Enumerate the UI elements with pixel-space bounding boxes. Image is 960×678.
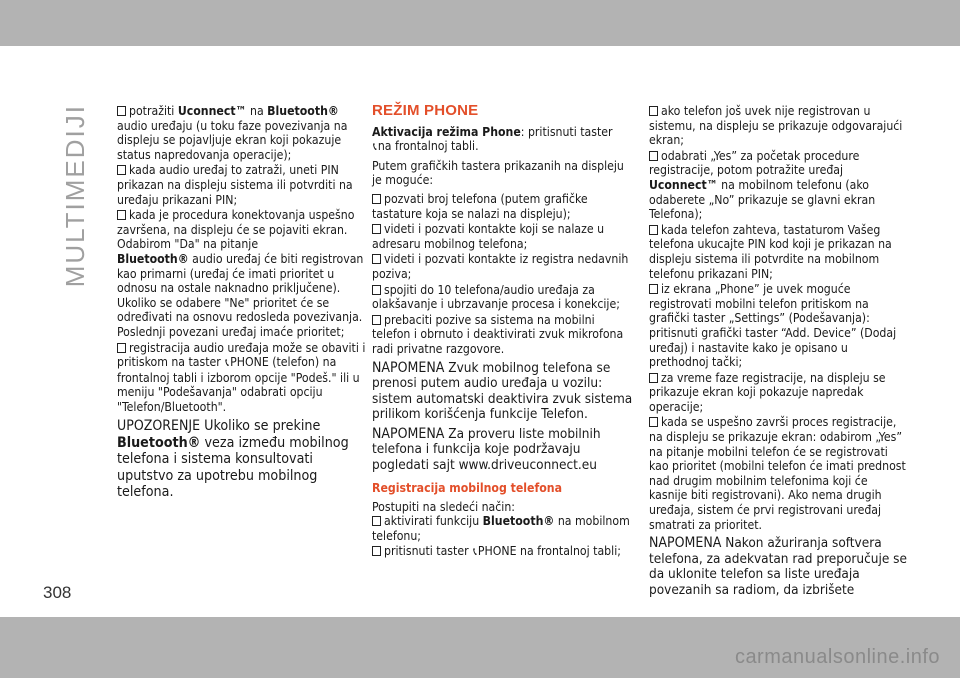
checkbox-bullet-icon bbox=[117, 106, 126, 116]
phone-icon: 📞︎ bbox=[473, 545, 477, 559]
list-item: odabrati „Yes” za početak procedure registracije, potom potražite uređaj Uconnect™ na mobilnom telefonu (ako odaberete „No” prikazuje se glavni ekran Telefona); bbox=[649, 148, 876, 222]
list-item: pozvati broj telefona (putem grafičke tastature koja se nalazi na displeju); bbox=[372, 191, 588, 221]
list-item: kada audio uređaj to zatraži, uneti PIN prikazan na displeju sistema ili potvrditi na uređaju prikazani PIN; bbox=[117, 163, 353, 207]
column-2 bbox=[372, 104, 634, 561]
checkbox-bullet-icon bbox=[649, 284, 658, 294]
list-item: spojiti do 10 telefona/audio uređaja za olakšavanje i ubrzavanje procesa i konekcije; bbox=[372, 282, 620, 312]
checkbox-bullet-icon bbox=[117, 165, 126, 175]
warning-note: UPOZORENJE Ukoliko se prekine Bluetooth® veza između mobilnog telefona i sistema konsultovati uputstvo za upotrebu mobilnog telefona. bbox=[117, 418, 349, 501]
checkbox-bullet-icon bbox=[649, 373, 658, 383]
phone-icon: 📞︎ bbox=[373, 140, 377, 154]
checkbox-bullet-icon bbox=[372, 315, 381, 325]
activation-paragraph: Aktivacija režima Phone: pritisnuti taster 📞︎na frontalnoj tabli. bbox=[372, 124, 613, 154]
intro-paragraph: Putem grafičkih tastera prikazanih na displeju je moguće: bbox=[372, 158, 624, 188]
checkbox-bullet-icon bbox=[372, 516, 381, 526]
list-item: kada telefon zahteva, tastaturom Vašeg telefona ukucajte PIN kod koji je prikazan na displeju sistema ili potvrdite na mobilnom telefonu prikazani PIN; bbox=[649, 222, 892, 281]
list-item: videti i pozvati kontakte koji se nalaze u adresaru mobilnog telefona; bbox=[372, 222, 605, 251]
checkbox-bullet-icon bbox=[649, 225, 658, 235]
checkbox-bullet-icon bbox=[372, 546, 381, 556]
checkbox-bullet-icon bbox=[649, 417, 658, 427]
checkbox-bullet-icon bbox=[649, 106, 658, 116]
subsection-title: Registracija mobilnog telefona bbox=[372, 481, 562, 495]
phone-icon: 📞︎ bbox=[225, 356, 230, 370]
list-item: prebaciti pozive sa sistema na mobilni telefon i obrnuto i deaktivirati zvuk mikrofona radi privatne razgovore. bbox=[372, 312, 624, 356]
page-number: 308 bbox=[43, 583, 72, 602]
list-item: ako telefon još uvek nije registrovan u sistemu, na displeju se prikazuje odgovarajući ekran; bbox=[649, 104, 903, 148]
checkbox-bullet-icon bbox=[117, 210, 126, 220]
checkbox-bullet-icon bbox=[117, 343, 126, 353]
top-band bbox=[0, 0, 960, 46]
column-3 bbox=[649, 104, 909, 600]
list-item: iz ekrana „Phone” je uvek moguće registrovati mobilni telefon pritiskom na grafički taster „Settings” (Podešavanja): pritisnuti grafički taster “Add. Device” (Dodaj uređaj) i nastavite kako je opisano u prethodnoj tački; bbox=[649, 282, 897, 370]
checkbox-bullet-icon bbox=[372, 254, 381, 264]
note-paragraph: NAPOMENA Nakon ažuriranja softvera telefona, za adekvatan rad preporučuje se da uklonite telefon sa liste uređaja povezanih sa radiom, da izbrišete bbox=[649, 535, 907, 598]
list-item: registracija audio uređaja može se obaviti i pritiskom na taster 📞︎PHONE (telefon) na frontalnoj tabli i izborom opcije "Podeš." ili u meniju "Podešavanja" odabrati opciju "Telefon/Bluetooth". bbox=[117, 340, 366, 414]
list-item: pritisnuti taster 📞︎PHONE na frontalnoj tabli; bbox=[372, 544, 634, 560]
list-item: videti i pozvati kontakte iz registra nedavnih poziva; bbox=[372, 252, 629, 281]
list-item: aktivirati funkciju Bluetooth® na mobilnom telefonu; bbox=[372, 514, 630, 543]
procedure-intro: Postupiti na sledeći način: bbox=[372, 499, 515, 514]
checkbox-bullet-icon bbox=[372, 285, 381, 295]
checkbox-bullet-icon bbox=[372, 224, 381, 234]
list-item: kada se uspešno završi proces registracije, na displeju se prikazuje ekran: odabirom „Yes” na pitanje mobilni telefon će se registrovati kao prioritet (mobilni telefon će imati prednost nad drugim mobilnim telefonima koji će kasnije biti registrovani). Ako nema drugih uređaja, sistem će prvi registrovani uređaj smatrati za prioritet. bbox=[649, 415, 906, 532]
list-item: za vreme faze registracije, na displeju se prikazuje ekran koji pokazuje napredak operacije; bbox=[649, 370, 886, 414]
section-side-title: MULTIMEDIJI bbox=[60, 104, 90, 288]
checkbox-bullet-icon bbox=[372, 194, 381, 204]
watermark[interactable]: carmanualsonline.info bbox=[734, 646, 940, 668]
list-item: potražiti Uconnect™ na Bluetooth® audio uređaju (u toku faze povezivanja na displeju se pojavljuje ekran koji pokazuje status napredovanja operacije); bbox=[117, 104, 348, 162]
list-item: kada je procedura konektovanja uspešno završena, na displeju će se pojaviti ekran. Odabirom "Da" na pitanje Bluetooth® audio uređaj će biti registrovan kao primarni (uređaj će imati prioritet u odnosu na ostale naknadno priključene). Ukoliko se odabere "Ne" prioritet će se određivati na osnovu redosleda povezivanja. Poslednji povezani uređaj imaće prioritet; bbox=[117, 208, 364, 339]
checkbox-bullet-icon bbox=[649, 151, 658, 161]
section-title: REŽIM PHONE bbox=[372, 102, 479, 119]
note-paragraph: NAPOMENA Za proveru liste mobilnih telefona i funkcija koje podržavaju pogledati sajt www.driveuconnect.eu bbox=[372, 425, 601, 473]
note-paragraph: NAPOMENA Zvuk mobilnog telefona se prenosi putem audio uređaja u vozilu: sistem automatski deaktivira zvuk sistema prilikom korišćenja funkcije Telefon. bbox=[372, 359, 633, 422]
column-1 bbox=[117, 104, 367, 503]
